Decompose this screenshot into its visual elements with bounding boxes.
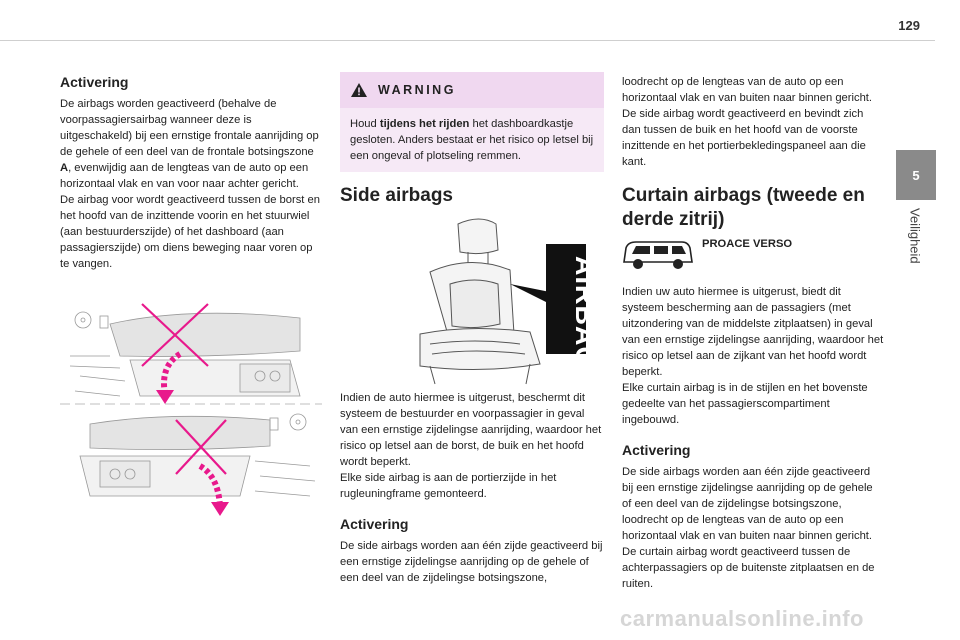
middle-paragraph-1: Indien de auto hiermee is uitgerust, beschermt dit systeem de bestuurder en voorpassagier in geval van een ernstige zijdelingse aanrijding, waardoor het risico op letsel aan de borst, de buik en het hoofd wordt beperkt. <box>340 392 602 468</box>
chapter-tab[interactable]: 5 <box>896 150 936 200</box>
right-subheading: Activering <box>622 442 691 458</box>
left-heading: Activering <box>60 74 129 90</box>
warning-title: WARNING <box>378 83 456 97</box>
middle-paragraph-3: De side airbags worden aan één zijde geactiveerd bij een ernstige zijdelingse aanrijding op de gehele of een deel van de zijdelingse botsingszone, <box>340 540 603 584</box>
right-paragraph-1: Indien uw auto hiermee is uitgerust, biedt dit systeem bescherming aan de passagiers (met uitzondering van de middelste zitplaatsen) in geval van een ernstige zijdelingse aanrijding, waardoor het risico op letsel aan de zijkant van het hoofd wordt beperkt. <box>622 286 884 378</box>
zone-label: A <box>60 162 69 174</box>
airbag-label: AIRBAG <box>570 256 600 369</box>
warning-text: Houd tijdens het rijden het dashboardkastje gesloten. Anders bestaat er het risico op letsel bij een ongeval of plotseling remmen. <box>350 118 594 162</box>
warning-triangle-icon <box>350 82 368 98</box>
side-airbag-seat-illustration <box>390 214 600 384</box>
right-column-bottom <box>622 284 884 592</box>
middle-paragraph-2: Elke side airbag is aan de portierzijde in het rugleuningframe gemonteerd. <box>340 472 557 500</box>
side-airbags-heading-wrap <box>340 184 604 208</box>
left-paragraph-2: De airbag voor wordt geactiveerd tussen de borst en het hoofd van de inzittende voorin en het stuurwiel (aan bestuurderszijde) of het dashboard (aan passagierszijde) om diens beweging naar voren op te vangen. <box>60 194 320 270</box>
middle-column <box>340 390 604 586</box>
chapter-label-wrap <box>902 208 928 318</box>
van-icon <box>622 238 694 272</box>
watermark: carmanualsonline.info <box>620 606 864 631</box>
warning-header <box>340 72 604 108</box>
right-paragraph-3: De side airbags worden aan één zijde geactiveerd bij een ernstige zijdelingse aanrijding op de gehele of een deel van de zijdelingse botsingszone, loodrecht op de lengteas van de auto op een horizontaal vlak en van buiten naar binnen gericht. De curtain airbag wordt geactiveerd tussen de achterpassagiers op de buitenste zitplaatsen en de ruiten. <box>622 466 875 590</box>
side-airbags-heading: Side airbags <box>340 185 453 206</box>
left-column <box>60 74 322 272</box>
model-label: PROACE VERSO <box>702 238 793 250</box>
right-paragraph-2: Elke curtain airbag is in de stijlen en het bovenste gedeelte van het passagierscompartiment ingebouwd. <box>622 382 868 426</box>
right-paragraph-0: loodrecht op de lengteas van de auto op een horizontaal vlak en van buiten naar binnen gericht. De side airbag wordt geactiveerd en bevindt zich dan tussen de buik en het hoofd van de voorste inzittende en het portierbekledingspaneel aan die kant. <box>622 76 873 168</box>
curtain-airbags-heading: Curtain airbags (tweede en derde zitrij) <box>622 185 865 230</box>
chapter-title: Veiligheid <box>907 208 923 264</box>
right-column-top <box>622 74 884 232</box>
header-divider <box>0 40 935 41</box>
warning-box <box>340 72 604 172</box>
page-number: 129 <box>898 18 920 33</box>
frontal-airbag-illustration <box>60 296 322 524</box>
left-paragraph-1: De airbags worden geactiveerd (behalve de voorpassagiersairbag wanneer deze is uitgeschakeld) bij een ernstige frontale aanrijding op de gehele of een deel van de frontale botsingszone A, evenwijdig aan de lengteas van de auto op een horizontaal vlak en van voor naar achter gericht. <box>60 98 319 190</box>
middle-subheading: Activering <box>340 516 409 532</box>
